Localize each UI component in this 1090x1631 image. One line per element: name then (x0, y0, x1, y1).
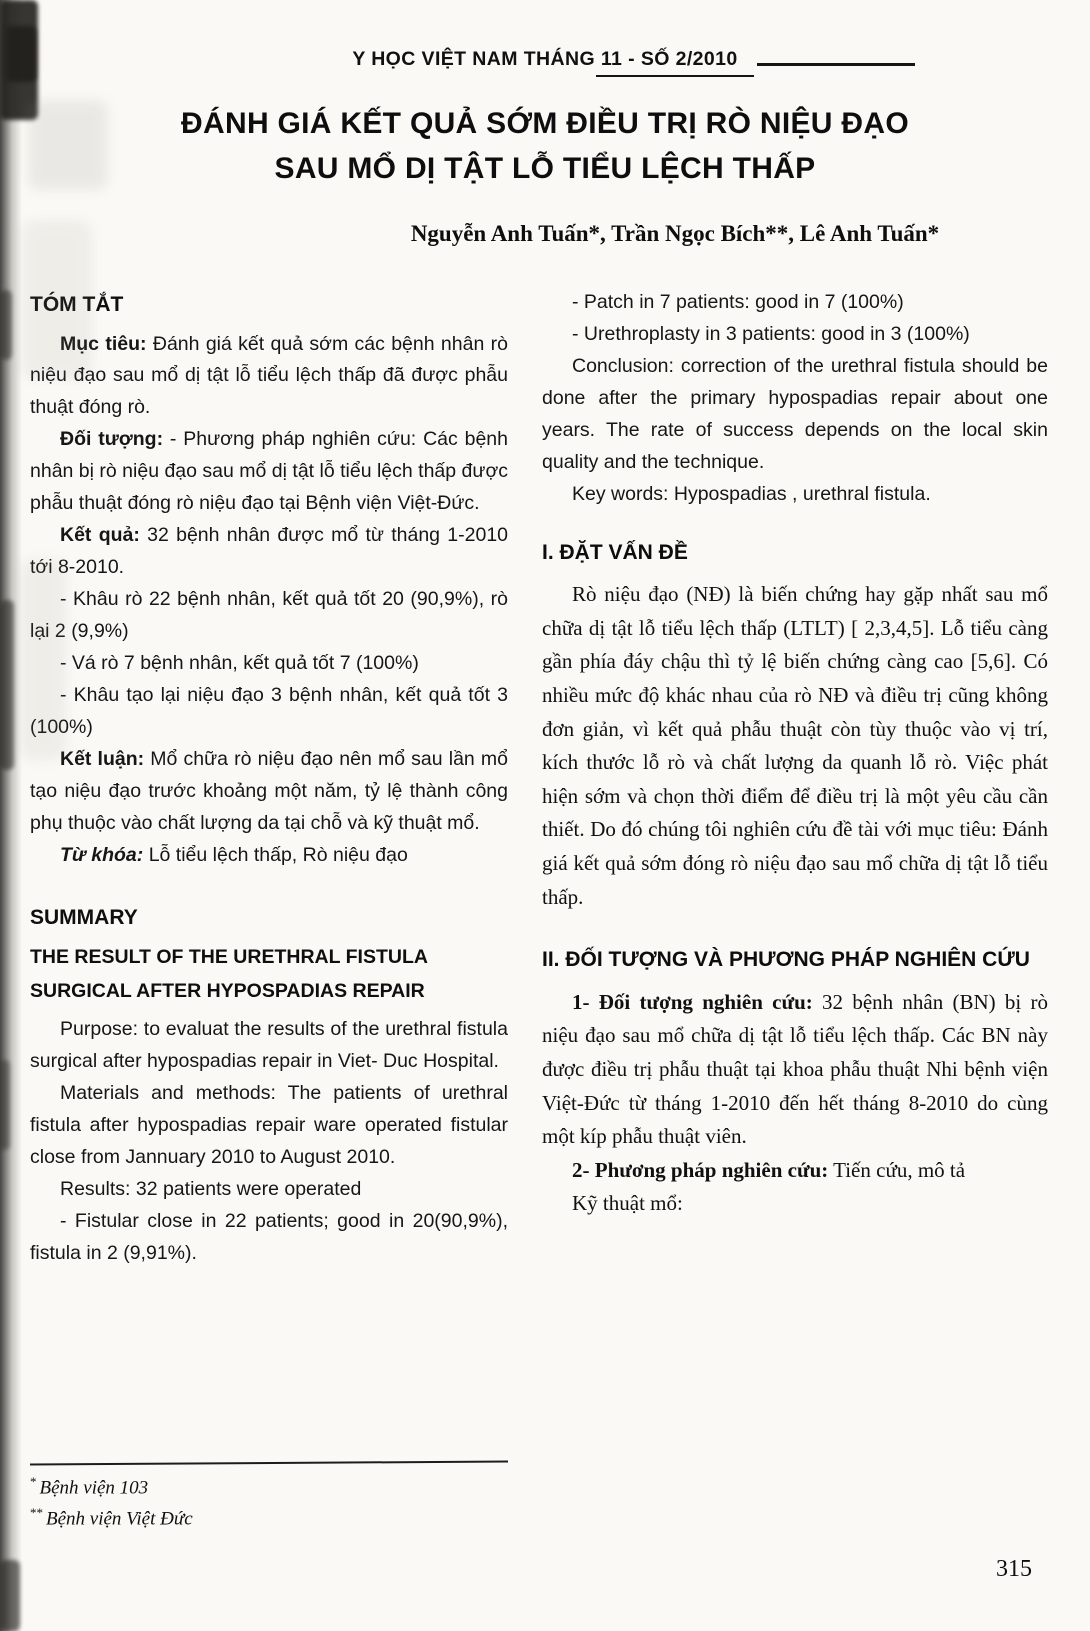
section2-p1-text: 32 bệnh nhân (BN) bị rò niệu đạo sau mổ chữa dị tật lỗ tiểu lệch thấp. Các BN này được điều trị phẫu thuật tại khoa phẫu thuật Nhi bệnh viện Việt-Đức từ tháng 1-2010 đến hết tháng 8-2010 do cùng một kíp phẫu thuật viên. (542, 989, 1049, 1149)
journal-header (0, 0, 1090, 71)
header-rule (596, 75, 754, 77)
article-title-line1: ĐÁNH GIÁ KẾT QUẢ SỚM ĐIỀU TRỊ RÒ NIỆU ĐẠO (181, 107, 909, 140)
abstract-keywords-text: Lỗ tiểu lệch thấp, Rò niệu đạo (148, 844, 408, 866)
section2-p3: Kỹ thuật mổ: (572, 1191, 683, 1216)
footnote-2-marker: ** (30, 1504, 43, 1520)
bleed-through-smudge (20, 560, 66, 760)
footnote-rule (30, 1461, 508, 1466)
scan-blot (0, 600, 14, 770)
summary-keywords: Key words: Hypospadias , urethral fistula. (572, 482, 931, 505)
abstract-doi-tuong-lead: Đối tượng: (60, 428, 164, 451)
bleed-through-smudge (28, 100, 108, 190)
footnotes (30, 1462, 510, 1534)
summary-purpose: Purpose: to evaluat the results of the urethral fistula surgical after hypospadias repair in Viet- Duc Hospital. (30, 1017, 508, 1072)
abstract-result-item: - Khâu tạo lại niệu đạo 3 bệnh nhân, kết quả tốt 3 (100%) (30, 684, 508, 739)
scan-blot (6, 26, 36, 82)
scan-blot (0, 290, 12, 360)
abstract-muc-tieu-text: Đánh giá kết quả sớm các bệnh nhân rò niệu đạo sau mổ dị tật lỗ tiểu lệch thấp đã được phẫu thuật đóng rò. (30, 332, 508, 419)
abstract-ket-luan-text: Mổ chữa rò niệu đạo nên mổ sau lần mổ tạo niệu đạo trước khoảng một năm, tỷ lệ thành công phụ thuộc vào chất lượng da tại chỗ và kỹ thuật mổ. (30, 748, 508, 835)
section2-p1-lead: 1- Đối tượng nghiên cứu: (572, 989, 813, 1014)
summary-materials: Materials and methods: The patients of urethral fistula after hypospadias repair ware operated fistular close from Jannuary 2010 to August 2010. (30, 1081, 508, 1168)
abstract-result-item: - Khâu rò 22 bệnh nhân, kết quả tốt 20 (90,9%), rò lại 2 (9,9%) (30, 588, 508, 643)
scan-edge-artifact (0, 0, 22, 1631)
abstract-keywords (30, 840, 508, 872)
footnote-1-marker: * (30, 1474, 37, 1489)
two-column-body (0, 287, 1090, 1270)
summary-title-line2: SURGICAL AFTER HYPOSPADIAS REPAIR (30, 979, 425, 1002)
section1-heading: I. ĐẶT VẤN ĐỀ (542, 540, 688, 564)
right-column (542, 287, 1048, 1270)
abstract-muc-tieu (30, 329, 508, 425)
left-column (30, 287, 508, 1270)
footnote-1 (30, 1472, 510, 1503)
section2-heading: II. ĐỐI TƯỢNG VÀ PHƯƠNG PHÁP NGHIÊN CỨU (542, 948, 1030, 972)
section2-body-block (542, 986, 1048, 1221)
summary-result-item: - Urethroplasty in 3 patients: good in 3 (100%) (572, 322, 970, 345)
abstract-ket-qua-text: 32 bệnh nhân được mổ từ tháng 1-2010 tới 8-2010. (30, 524, 509, 579)
page-number: 315 (996, 1556, 1032, 1582)
authors-line: Nguyễn Anh Tuấn*, Trần Ngọc Bích**, Lê Anh Tuấn* (410, 221, 940, 246)
footnote-2 (30, 1503, 510, 1534)
summary-conclusion: Conclusion: correction of the urethral fistula should be done after the primary hypospadias repair about one years. The rate of success depends on the local skin quality and the technique. (542, 354, 1048, 473)
section2-p1 (542, 986, 1048, 1154)
section1-body: Rò niệu đạo (NĐ) là biến chứng hay gặp nhất sau mổ chữa dị tật lỗ tiểu lệch thấp (LTLT) [ 2,3,4,5]. Lỗ tiểu càng gần phía đáy chậu thì tỷ lệ biến chứng càng cao [5,6]. Có nhiều mức độ khác nhau của rò NĐ và điều trị cũng không đơn giản, vì kết quả phẫu thuật còn tùy thuộc vào vị trí, kích thước lỗ rò và chất lượng da quanh lỗ rò. Việc phát hiện sớm và chọn thời điểm để điều trị là một yêu cầu cần thiết. Do đó chúng tôi nghiên cứu đề tài với mục tiêu: Đánh giá kết quả sớm đóng rò niệu đạo sau mổ chữa dị tật lỗ tiểu thấp. (542, 582, 1048, 909)
scan-blot (0, 1560, 20, 1631)
article-title (0, 101, 1090, 191)
section2-p2-text: Tiến cứu, mô tả (833, 1157, 966, 1182)
header-rule (757, 63, 915, 66)
article-title-line2: SAU MỔ DỊ TẬT LỖ TIỂU LỆCH THẤP (274, 152, 816, 185)
footnote-1-text: Bệnh viện 103 (39, 1477, 149, 1499)
summary-continued (542, 287, 1048, 511)
footnote-2-text: Bệnh viện Việt Đức (46, 1508, 193, 1530)
abstract-keywords-lead: Từ khóa: (60, 844, 144, 866)
summary-result-item: - Fistular close in 22 patients; good in 20(90,9%), fistula in 2 (9,91%). (30, 1209, 508, 1264)
abstract-ket-qua-lead: Kết quả: (60, 524, 140, 547)
summary-title-line1: THE RESULT OF THE URETHRAL FISTULA (30, 946, 428, 969)
abstract-heading: TÓM TẮT (30, 293, 124, 316)
abstract-ket-luan (30, 744, 508, 840)
abstract-muc-tieu-lead: Mục tiêu: (60, 332, 147, 355)
summary-title (30, 941, 508, 1007)
abstract-doi-tuong-text: - Phương pháp nghiên cứu: Các bệnh nhân bị rò niệu đạo sau mổ dị tật lỗ tiểu lệch thấp được phẫu thuật đóng rò niệu đạo tại Bệnh viện Việt-Đức. (30, 428, 508, 515)
journal-header-text: Y HỌC VIỆT NAM THÁNG 11 - SỐ 2/2010 (352, 48, 738, 70)
abstract-ket-qua (30, 520, 508, 584)
section2-p2-lead: 2- Phương pháp nghiên cứu: (572, 1157, 829, 1182)
abstract-doi-tuong (30, 424, 508, 520)
summary-result-item: - Patch in 7 patients: good in 7 (100%) (572, 291, 904, 313)
summary-heading: SUMMARY (30, 905, 138, 929)
summary-results: Results: 32 patients were operated (60, 1177, 362, 1200)
abstract-result-item: - Vá rò 7 bệnh nhân, kết quả tốt 7 (100%) (60, 652, 419, 675)
section2-p2 (542, 1154, 1048, 1188)
bleed-through-smudge (22, 220, 92, 380)
scan-blot (0, 1060, 10, 1150)
section1-body-block (542, 578, 1048, 914)
abstract-ket-luan-lead: Kết luận: (60, 748, 145, 771)
